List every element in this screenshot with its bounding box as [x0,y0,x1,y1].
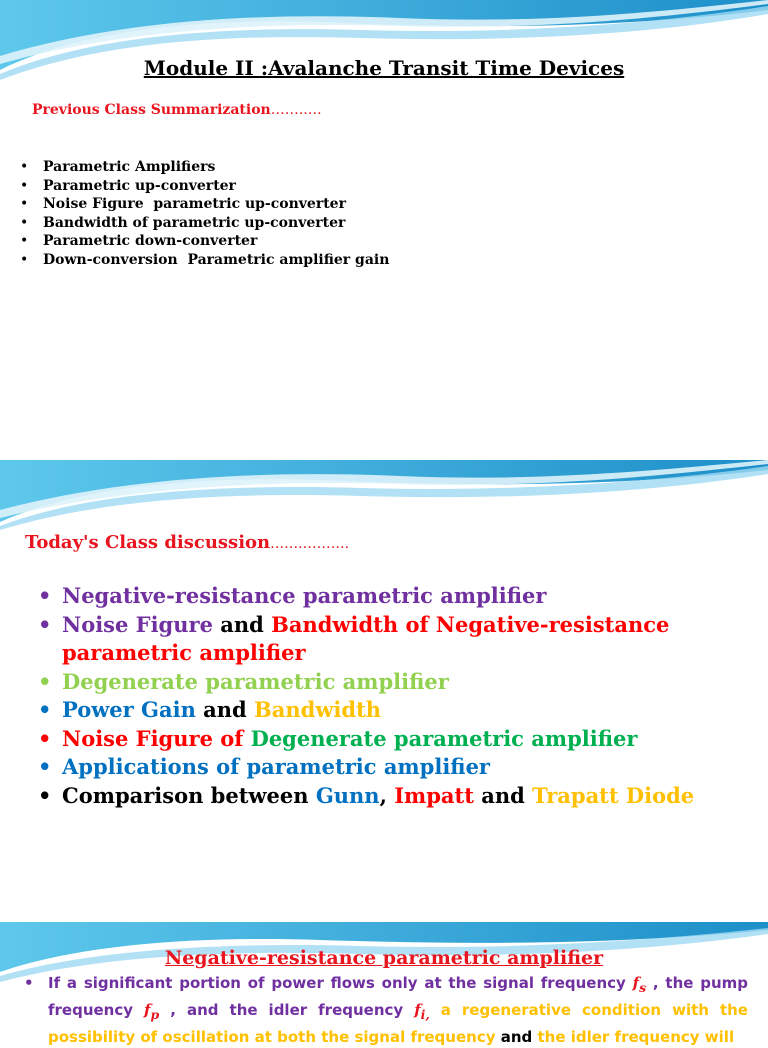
list-item: • Negative-resistance parametric amplifier [38,583,547,608]
summary-list [20,158,389,269]
header-wave-decoration [0,460,768,530]
list-item: • Power Gain and Bandwidth [38,697,382,722]
list-item: • Noise Figure parametric up-converter [20,195,389,214]
list-item: • Comparison between Gunn, Impatt and Trapatt Diode [38,782,695,808]
negative-resistance-heading: Negative-resistance parametric amplifier [164,947,604,969]
list-item: • Down-conversion Parametric amplifier gain [20,251,389,270]
list-item: • Noise Figure and Bandwidth of Negative-resistance parametric amplifier [38,611,670,665]
todays-discussion-heading: Today's Class discussion…….………. [25,532,350,553]
list-item: • Noise Figure of Degenerate parametric amplifier [38,725,638,751]
list-item: • Parametric Amplifiers [20,158,389,177]
list-item: • Bandwidth of parametric up-converter [20,214,389,233]
list-item: • Applications of parametric amplifier [38,754,490,779]
negative-resistance-paragraph: • If a significant portion of power flows only at the signal frequency $f_s$ , the pump frequency $f_p$ , and the idler frequency $f_{i,}$ a regenerative condition with the possibility of oscillation at both the signal frequency and the idler frequency will [24,974,748,1046]
list-item: • Parametric down-converter [20,232,389,251]
list-item: • Parametric up-converter [20,177,389,196]
topics-list [38,582,758,810]
list-item: • Degenerate parametric amplifier [38,668,449,694]
slide-1 [0,0,768,455]
slide-title: Module II :Avalanche Transit Time Devices [143,56,625,80]
previous-class-label: Previous Class Summarization…….…. [32,102,322,118]
